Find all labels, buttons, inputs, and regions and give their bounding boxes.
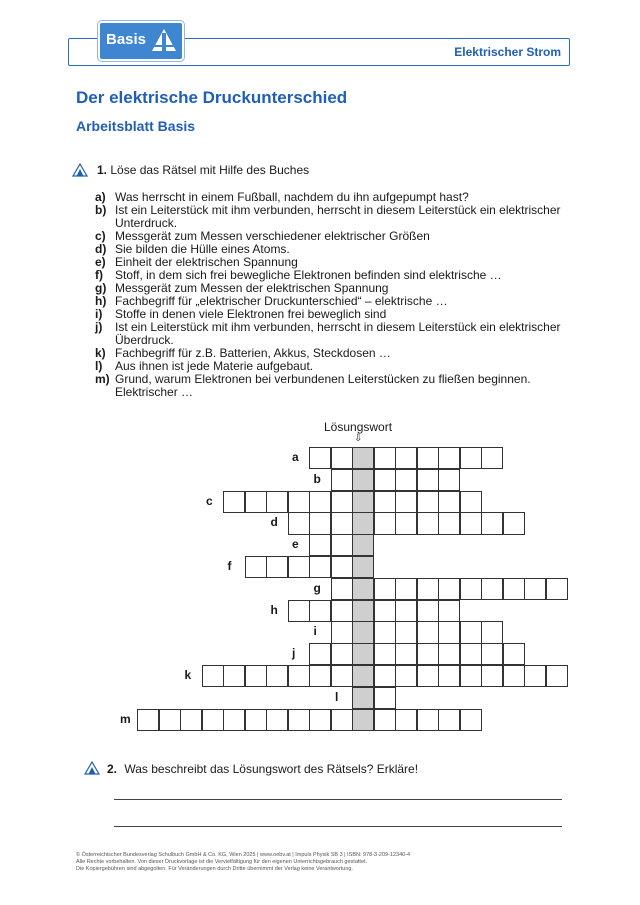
solution-cell[interactable]	[352, 643, 374, 665]
crossword-cell[interactable]	[374, 665, 396, 687]
clue-letter: b)	[95, 203, 107, 217]
crossword-cell[interactable]	[481, 447, 503, 469]
crossword-cell[interactable]	[395, 578, 417, 600]
footer-line: © Österreichischer Bundesverlag Schulbuch GmbH & Co. KG, Wien 2025 | www.oebv.at | Impuls Physik SB 3 | ISBN: 978-3-209-12340-4	[76, 852, 411, 858]
crossword-cell[interactable]	[417, 491, 439, 513]
crossword-cell[interactable]	[288, 512, 310, 534]
crossword-cell[interactable]	[460, 512, 482, 534]
crossword-cell[interactable]	[546, 578, 568, 600]
solution-cell[interactable]	[352, 578, 374, 600]
solution-cell[interactable]	[352, 491, 374, 513]
crossword-cell[interactable]	[481, 665, 503, 687]
clue-letter: m)	[95, 372, 110, 386]
crossword-cell[interactable]	[417, 643, 439, 665]
crossword-cell[interactable]	[288, 709, 310, 731]
clue-letter: g)	[95, 281, 107, 295]
clue-text: Fachbegriff für z.B. Batterien, Akkus, Steckdosen …	[115, 346, 391, 360]
crossword-cell[interactable]	[417, 578, 439, 600]
crossword-cell[interactable]	[438, 709, 460, 731]
clue-item	[95, 373, 575, 399]
crossword-cell[interactable]	[266, 556, 288, 578]
crossword-cell[interactable]	[524, 578, 546, 600]
footer-line: Die Kopiergebühren sind abgegolten. Für Veränderungen durch Dritte übernimmt der Verlag keine Verantwortung.	[76, 866, 354, 872]
crossword-cell[interactable]	[417, 447, 439, 469]
crossword-cell[interactable]	[223, 665, 245, 687]
crossword-cell[interactable]	[481, 643, 503, 665]
crossword-cell[interactable]	[374, 709, 396, 731]
crossword-cell[interactable]	[438, 578, 460, 600]
clue-letter: k)	[95, 346, 106, 360]
crossword-cell[interactable]	[417, 469, 439, 491]
crossword-cell[interactable]	[460, 709, 482, 731]
page-title: Der elektrische Druckunterschied	[76, 88, 348, 107]
crossword-cell[interactable]	[223, 709, 245, 731]
crossword-cell[interactable]	[395, 469, 417, 491]
crossword-cell[interactable]	[546, 665, 568, 687]
clue-letter: c)	[95, 229, 106, 243]
crossword-cell[interactable]	[374, 600, 396, 622]
clue-text: Messgerät zum Messen der elektrischen Spannung	[115, 281, 389, 295]
crossword-cell[interactable]	[395, 709, 417, 731]
crossword-cell[interactable]	[460, 643, 482, 665]
task-2-heading	[107, 762, 418, 776]
answer-line[interactable]	[114, 826, 562, 827]
row-letter: l	[335, 689, 339, 704]
crossword-cell[interactable]	[266, 709, 288, 731]
crossword-cell[interactable]	[417, 512, 439, 534]
crossword-cell[interactable]	[395, 643, 417, 665]
crossword-cell[interactable]	[438, 469, 460, 491]
crossword-cell[interactable]	[245, 709, 267, 731]
crossword-cell[interactable]	[503, 578, 525, 600]
row-letter: k	[184, 668, 192, 682]
clue-text: Grund, warum Elektronen bei verbundenen Leiterstücken zu fließen beginnen. Elektrischer …	[115, 372, 531, 399]
crossword-cell[interactable]	[460, 665, 482, 687]
crossword-cell[interactable]	[288, 556, 310, 578]
crossword-cell[interactable]	[374, 491, 396, 513]
task-1-heading	[97, 163, 309, 177]
crossword-cell[interactable]	[503, 643, 525, 665]
clue-text: Einheit der elektrischen Spannung	[115, 255, 298, 269]
clue-text: Sie bilden die Hülle eines Atoms.	[115, 242, 290, 256]
crossword-cell[interactable]	[374, 512, 396, 534]
solution-cell[interactable]	[352, 709, 374, 731]
solution-cell[interactable]	[352, 600, 374, 622]
row-letter: h	[270, 602, 278, 617]
crossword-cell[interactable]	[245, 556, 267, 578]
crossword-cell[interactable]	[524, 665, 546, 687]
crossword-cell[interactable]	[374, 469, 396, 491]
crossword-cell[interactable]	[309, 491, 331, 513]
clue-text: Ist ein Leiterstück mit ihm verbunden, herrscht in diesem Leiterstück ein elektrischer Unterdruck.	[115, 203, 561, 230]
crossword-cell[interactable]	[309, 512, 331, 534]
difficulty-triangle-icon	[84, 761, 100, 775]
crossword-cell[interactable]	[374, 643, 396, 665]
crossword-cell[interactable]	[438, 512, 460, 534]
crossword-cell[interactable]	[266, 665, 288, 687]
solution-cell[interactable]	[352, 665, 374, 687]
crossword-cell[interactable]	[417, 600, 439, 622]
row-letter: d	[270, 515, 278, 530]
clue-letter: h)	[95, 294, 107, 308]
crossword-cell[interactable]	[374, 578, 396, 600]
crossword-cell[interactable]	[460, 447, 482, 469]
solution-cell[interactable]	[352, 556, 374, 578]
solution-cell[interactable]	[352, 621, 374, 643]
crossword-cell[interactable]	[159, 709, 181, 731]
crossword-cell[interactable]	[374, 621, 396, 643]
row-letter: g	[313, 580, 321, 595]
crossword-cell[interactable]	[331, 534, 353, 556]
crossword-cell[interactable]	[438, 491, 460, 513]
crossword-cell[interactable]	[309, 447, 331, 469]
clue-text: Aus ihnen ist jede Materie aufgebaut.	[115, 359, 314, 373]
crossword-cell[interactable]	[331, 447, 353, 469]
header-title: Elektrischer Strom	[454, 45, 561, 59]
clue-text: Stoffe in denen viele Elektronen frei beweglich sind	[115, 307, 387, 321]
crossword-cell[interactable]	[438, 600, 460, 622]
crossword-cell[interactable]	[417, 621, 439, 643]
solution-cell[interactable]	[352, 447, 374, 469]
crossword-cell[interactable]	[395, 512, 417, 534]
crossword-cell[interactable]	[309, 709, 331, 731]
solution-word-label: Lösungswort	[324, 420, 393, 434]
crossword-cell[interactable]	[309, 643, 331, 665]
clue-letter: e)	[95, 255, 106, 269]
crossword-cell[interactable]	[245, 491, 267, 513]
clue-text: Stoff, in dem sich frei bewegliche Elektronen befinden sind elektrische …	[115, 268, 502, 282]
crossword-cell[interactable]	[395, 491, 417, 513]
crossword-cell[interactable]	[331, 643, 353, 665]
crossword-cell[interactable]	[460, 578, 482, 600]
clue-item	[95, 321, 575, 347]
clue-text: Ist ein Leiterstück mit ihm verbunden, herrscht in diesem Leiterstück ein elektrischer Überdruck.	[115, 320, 561, 347]
clue-text: Was herrscht in einem Fußball, nachdem du ihn aufgepumpt hast?	[115, 190, 469, 204]
crossword-cell[interactable]	[417, 709, 439, 731]
crossword-cell[interactable]	[481, 578, 503, 600]
crossword-cell[interactable]	[417, 665, 439, 687]
crossword-cell[interactable]	[180, 709, 202, 731]
crossword-cell[interactable]	[481, 621, 503, 643]
clue-letter: i)	[95, 307, 103, 321]
clue-letter: a)	[95, 190, 106, 204]
task-2-number: 2.	[107, 762, 118, 776]
crossword-cell[interactable]	[137, 709, 159, 731]
crossword-cell[interactable]	[331, 600, 353, 622]
solution-cell[interactable]	[352, 512, 374, 534]
row-letter: m	[120, 711, 131, 726]
row-letter: j	[292, 646, 296, 661]
crossword-cell[interactable]	[395, 621, 417, 643]
solution-cell[interactable]	[352, 534, 374, 556]
crossword-cell[interactable]	[266, 491, 288, 513]
down-arrow-icon: ⇩	[354, 433, 363, 444]
task-2-question: Was beschreibt das Lösungswort des Rätsels? Erkläre!	[124, 762, 419, 776]
clue-item	[95, 204, 575, 230]
crossword-cell[interactable]	[331, 621, 353, 643]
crossword-cell[interactable]	[331, 491, 353, 513]
row-letter: f	[227, 559, 232, 573]
crossword-cell[interactable]	[395, 665, 417, 687]
row-letter: a	[292, 450, 299, 464]
footer-line: Alle Rechte vorbehalten. Von dieser Druckvorlage ist die Vervielfältigung für den eigenen Unterrichtsgebrauch gestattet.	[76, 859, 368, 865]
crossword-cell[interactable]	[331, 578, 353, 600]
clue-letter: j)	[95, 320, 103, 334]
crossword-cell[interactable]	[202, 665, 224, 687]
row-letter: c	[206, 493, 213, 508]
crossword-cell[interactable]	[374, 447, 396, 469]
crossword-cell[interactable]	[503, 665, 525, 687]
crossword-cell[interactable]	[460, 621, 482, 643]
row-letter: e	[292, 537, 299, 552]
clue-letter: d)	[95, 242, 107, 256]
crossword-cell[interactable]	[438, 665, 460, 687]
crossword-cell[interactable]	[309, 534, 331, 556]
clue-text: Messgerät zum Messen verschiedener elektrischer Größen	[115, 229, 430, 243]
crossword-cell[interactable]	[374, 687, 396, 709]
crossword-cell[interactable]	[309, 556, 331, 578]
copyright-footer	[76, 852, 410, 873]
triangle-logo-icon	[150, 27, 178, 53]
crossword-cell[interactable]	[395, 447, 417, 469]
crossword-cell[interactable]	[288, 600, 310, 622]
crossword-cell[interactable]	[331, 709, 353, 731]
clue-letter: f)	[95, 268, 103, 282]
crossword-cell[interactable]	[288, 665, 310, 687]
task-1-instruction: Löse das Rätsel mit Hilfe des Buches	[110, 163, 310, 177]
logo-text: Basis	[106, 31, 147, 48]
crossword-cell[interactable]	[438, 621, 460, 643]
crossword-cell[interactable]	[309, 665, 331, 687]
crossword-cell[interactable]	[438, 643, 460, 665]
row-letter: i	[313, 624, 317, 639]
crossword-cell[interactable]	[331, 469, 353, 491]
crossword-cell[interactable]	[309, 600, 331, 622]
crossword-cell[interactable]	[460, 491, 482, 513]
crossword-cell[interactable]	[223, 491, 245, 513]
difficulty-triangle-icon	[72, 163, 88, 177]
clue-list	[95, 191, 575, 399]
crossword-cell[interactable]	[331, 556, 353, 578]
row-letter: b	[313, 471, 321, 486]
answer-line[interactable]	[114, 799, 562, 800]
task-1-number: 1.	[97, 163, 108, 177]
crossword-cell[interactable]	[331, 512, 353, 534]
crossword-cell[interactable]	[331, 665, 353, 687]
solution-cell[interactable]	[352, 687, 374, 709]
page-subtitle: Arbeitsblatt Basis	[76, 118, 196, 134]
crossword-cell[interactable]	[202, 709, 224, 731]
crossword-cell[interactable]	[395, 600, 417, 622]
crossword-cell[interactable]	[438, 447, 460, 469]
clue-letter: l)	[95, 359, 103, 373]
crossword-cell[interactable]	[503, 512, 525, 534]
crossword-cell[interactable]	[245, 665, 267, 687]
solution-cell[interactable]	[352, 469, 374, 491]
clue-text: Fachbegriff für „elektrischer Druckunterschied“ – elektrische …	[115, 294, 448, 308]
crossword-cell[interactable]	[288, 491, 310, 513]
basis-logo	[98, 21, 184, 61]
crossword-cell[interactable]	[481, 512, 503, 534]
